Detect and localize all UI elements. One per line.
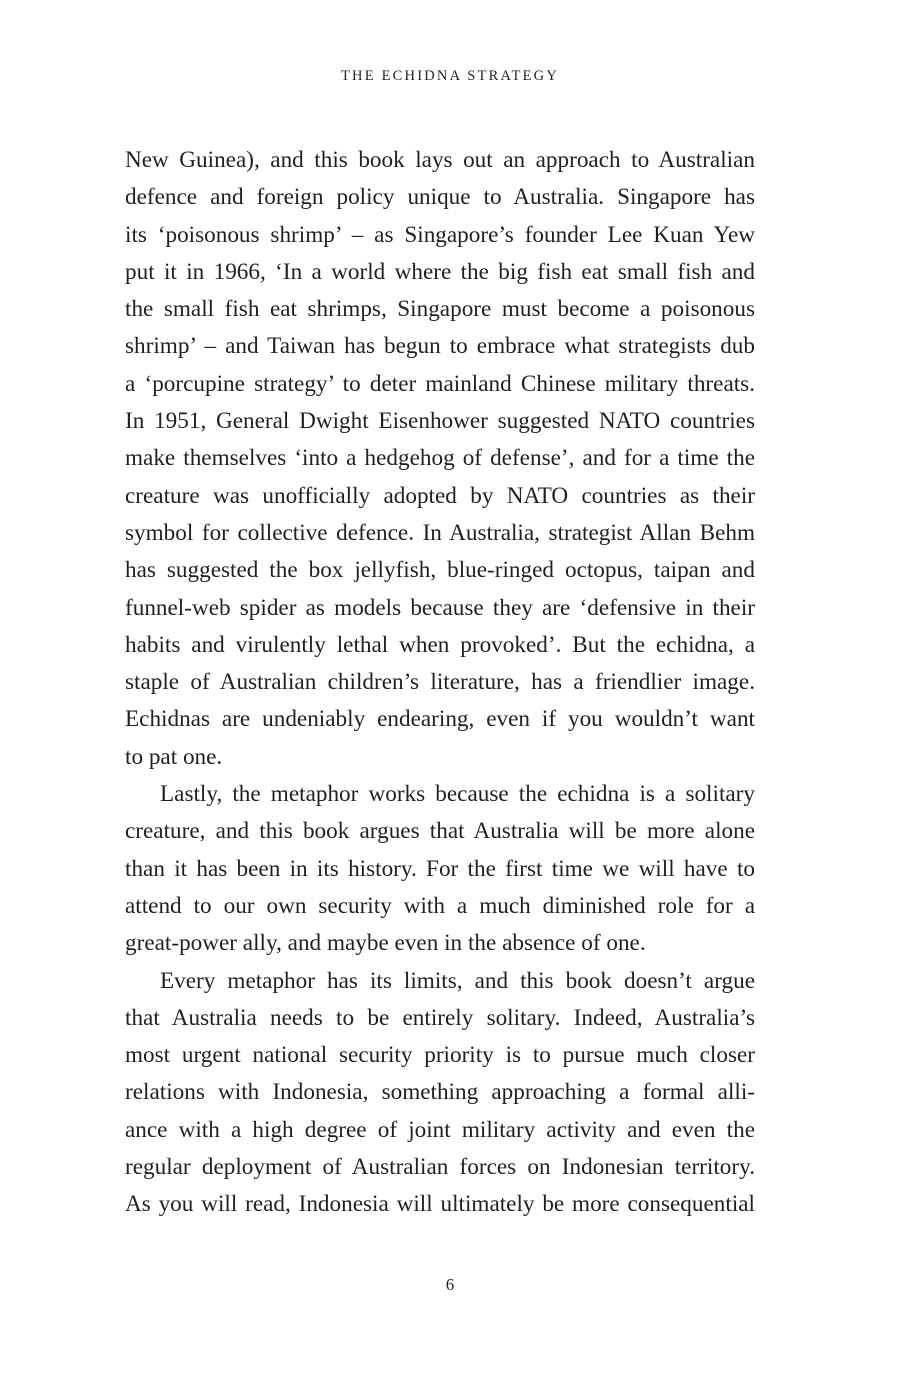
text-line: most urgent national security priority is to pursue much closer — [125, 1042, 755, 1069]
text-line: Lastly, the metaphor works because the echidna is a solitary — [160, 781, 755, 808]
text-line: to pat one. — [125, 743, 223, 770]
text-line: regular deployment of Australian forces on Indonesian territory. — [125, 1154, 755, 1181]
text-line: creature, and this book argues that Australia will be more alone — [125, 818, 755, 845]
text-line: habits and virulently lethal when provoked’. But the echidna, a — [125, 631, 755, 658]
text-line: New Guinea), and this book lays out an approach to Australian — [125, 147, 755, 173]
text-line: As you will read, Indonesia will ultimately be more consequential — [125, 1191, 755, 1218]
text-line: creature was unofficially adopted by NATO countries as their — [125, 482, 755, 509]
text-line: Echidnas are undeniably endearing, even if you wouldn’t want — [125, 706, 755, 733]
text-line: has suggested the box jellyfish, blue-ringed octopus, taipan and — [125, 557, 755, 584]
text-line: that Australia needs to be entirely solitary. Indeed, Australia’s — [125, 1004, 755, 1031]
text-line: put it in 1966, ‘In a world where the big fish eat small fish and — [125, 258, 755, 285]
text-line: funnel-web spider as models because they are ‘defensive in their — [125, 594, 755, 621]
text-line: ance with a high degree of joint military activity and even the — [125, 1116, 755, 1143]
text-line: great-power ally, and maybe even in the absence of one. — [125, 930, 646, 957]
page-number: 6 — [445, 1275, 455, 1294]
paragraph-3 — [125, 963, 755, 1224]
body-text — [125, 142, 755, 1224]
text-line: a ‘porcupine strategy’ to deter mainland Chinese military threats. — [125, 370, 755, 397]
text-line: Every metaphor has its limits, and this book doesn’t argue — [160, 967, 755, 994]
paragraph-2 — [125, 776, 755, 962]
running-head: THE ECHIDNA STRATEGY — [341, 68, 559, 84]
text-line: staple of Australian children’s literature, has a friendlier image. — [125, 669, 755, 696]
text-line: symbol for collective defence. In Australia, strategist Allan Behm — [125, 519, 755, 546]
text-line: the small fish eat shrimps, Singapore must become a poisonous — [125, 296, 755, 323]
paragraph-1 — [125, 142, 755, 776]
text-line: its ‘poisonous shrimp’ – as Singapore’s founder Lee Kuan Yew — [125, 221, 755, 248]
text-line: make themselves ‘into a hedgehog of defense’, and for a time the — [125, 445, 755, 472]
text-line: shrimp’ – and Taiwan has begun to embrace what strategists dub — [125, 333, 755, 360]
text-line: relations with Indonesia, something approaching a formal alli- — [125, 1079, 755, 1106]
text-line: than it has been in its history. For the first time we will have to — [125, 855, 755, 882]
text-line: attend to our own security with a much diminished role for a — [125, 892, 755, 919]
text-line: defence and foreign policy unique to Australia. Singapore has — [125, 184, 755, 211]
text-line: In 1951, General Dwight Eisenhower suggested NATO countries — [125, 408, 755, 435]
